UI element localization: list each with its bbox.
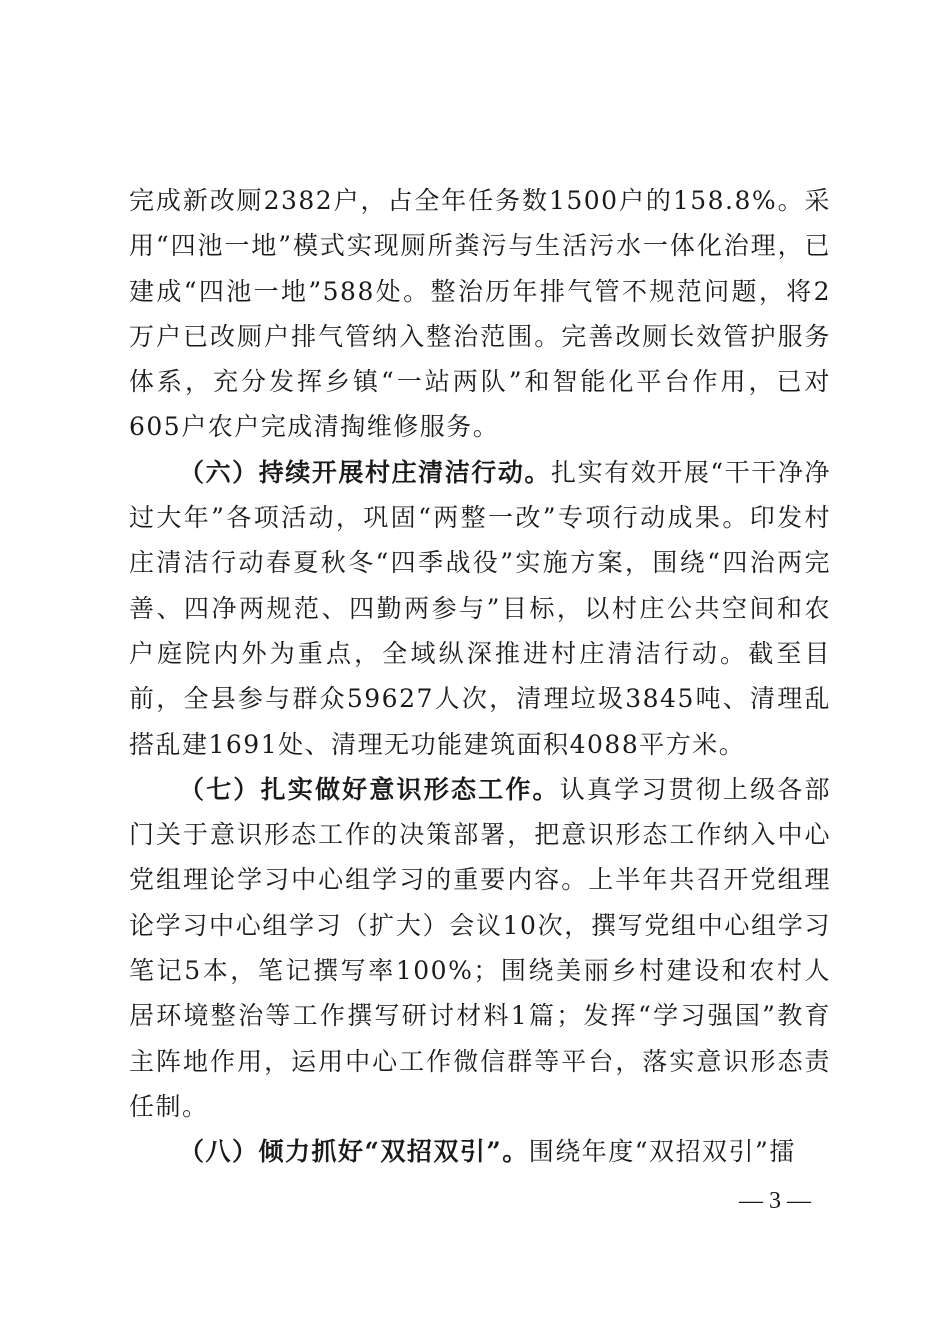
section-heading-6: （六）持续开展村庄清洁行动。: [179, 457, 551, 487]
paragraph-3: [129, 767, 831, 1129]
paragraph-1: [129, 178, 831, 450]
paragraph-2-text: 扎实有效开展“干干净净过大年”各项活动，巩固“两整一改”专项行动成果。印发村庄清洁行动春夏秋冬“四季战役”实施方案，围绕“四治两完善、四净两规范、四勤两参与”目标，以村庄公共空间和农户庭院内外为重点，全域纵深推进村庄清洁行动。截至目前，全县参与群众59627人次，清理垃圾3845吨、清理乱搭乱建1691处、清理无功能建筑面积4088平方米。: [129, 457, 831, 759]
paragraph-4: [129, 1129, 831, 1174]
paragraph-3-text: 认真学习贯彻上级各部门关于意识形态工作的决策部署，把意识形态工作纳入中心党组理论学习中心组学习的重要内容。上半年共召开党组理论学习中心组学习（扩大）会议10次，撰写党组中心组学习笔记5本，笔记撰写率100%；围绕美丽乡村建设和农村人居环境整治等工作撰写研讨材料1篇；发挥“学习强国”教育主阵地作用，运用中心工作微信群等平台，落实意识形态责任制。: [129, 774, 831, 1121]
paragraph-1-text: 完成新改厕2382户，占全年任务数1500户的158.8%。采用“四池一地”模式实现厕所粪污与生活污水一体化治理，已建成“四池一地”588处。整治历年排气管不规范问题，将2万户已改厕户排气管纳入整治范围。完善改厕长效管护服务体系，充分发挥乡镇“一站两队”和智能化平台作用，已对605户农户完成清掏维修服务。: [129, 186, 831, 442]
paragraph-2: [129, 450, 831, 767]
paragraph-4-text: 围绕年度“双招双引”擂: [528, 1137, 796, 1167]
page-number: — 3 —: [739, 1188, 811, 1214]
section-heading-7: （七）扎实做好意识形态工作。: [179, 774, 560, 804]
document-body: [129, 178, 831, 1175]
section-heading-8: （八）倾力抓好“双招双引”。: [179, 1137, 529, 1167]
